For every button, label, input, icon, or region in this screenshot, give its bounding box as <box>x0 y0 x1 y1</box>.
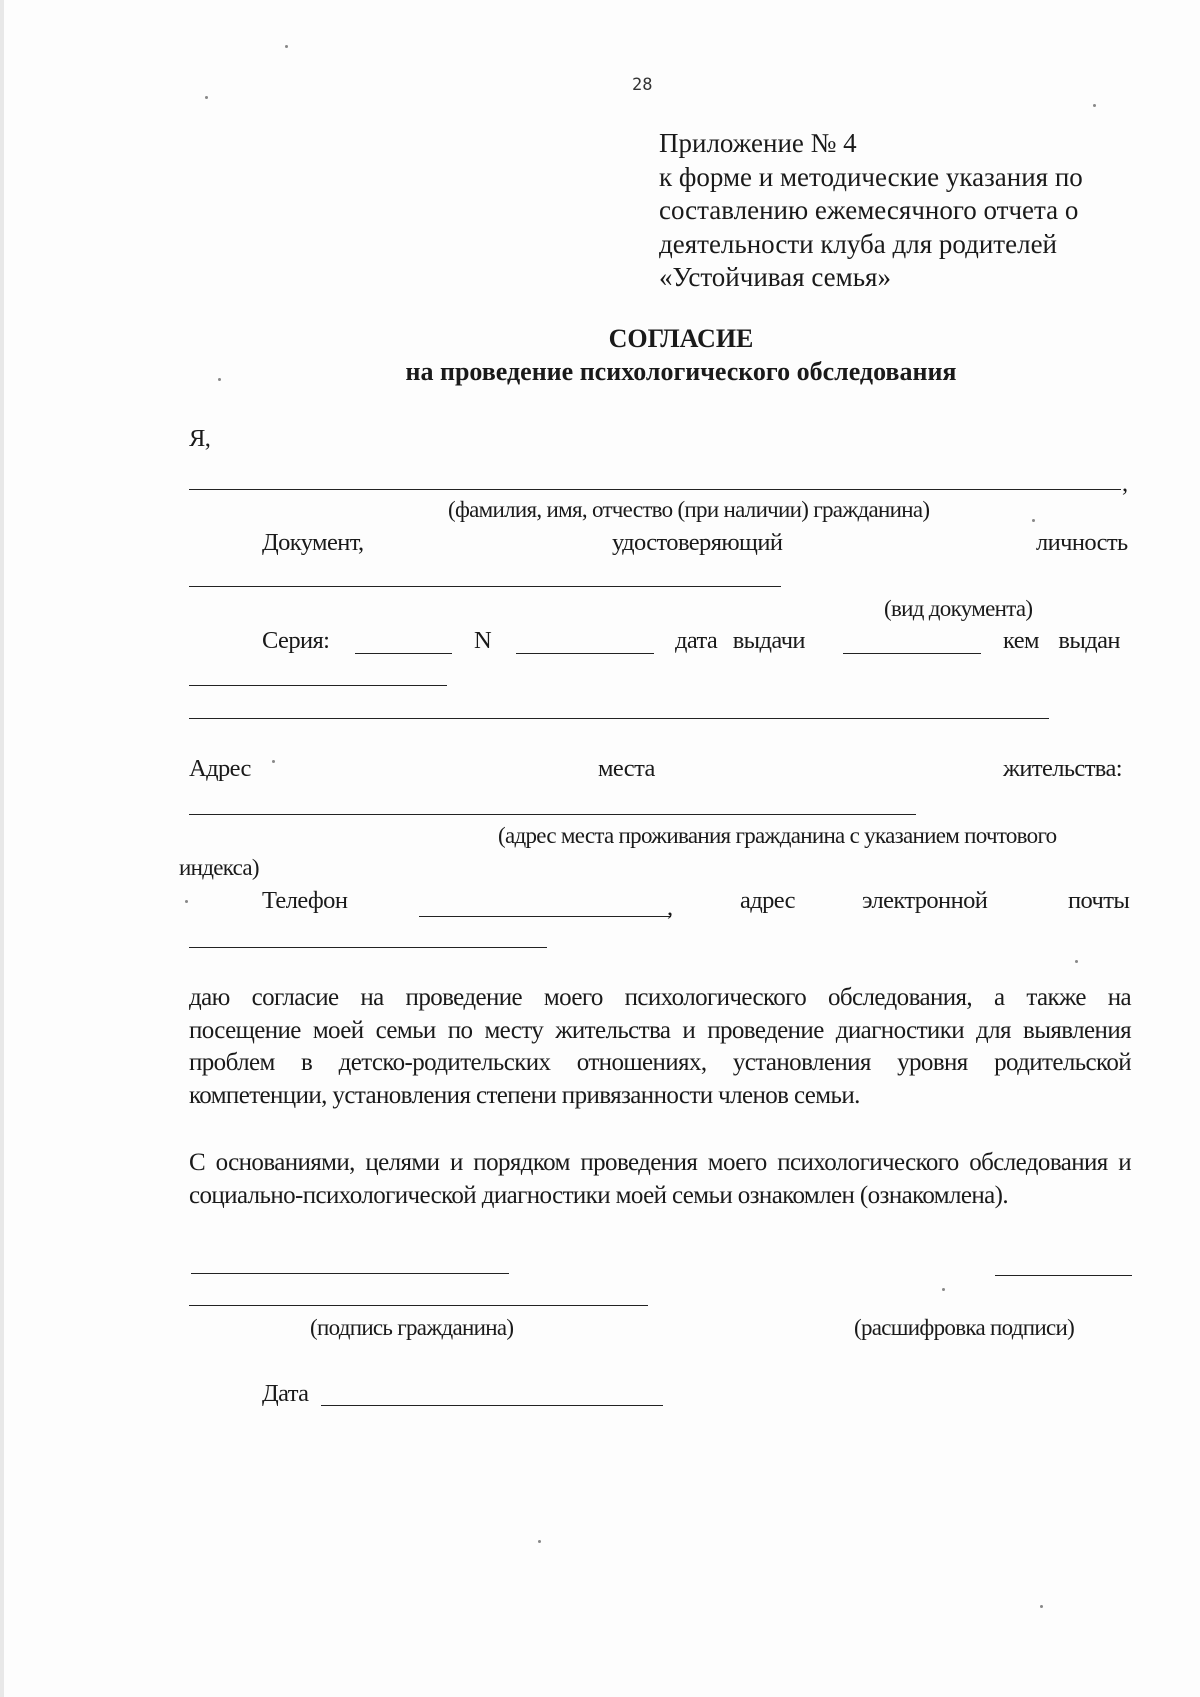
doc-word-1: Документ, <box>262 529 364 556</box>
issue-date-label: дата выдачи <box>675 627 805 654</box>
date-label: Дата <box>262 1380 309 1407</box>
issued-by-field-line-2[interactable] <box>189 718 1049 719</box>
fio-hint: (фамилия, имя, отчество (при наличии) гражданина) <box>448 497 930 522</box>
address-field-line[interactable] <box>189 814 916 815</box>
phone-field-line[interactable] <box>419 916 671 917</box>
email-word-3: почты <box>1068 887 1130 914</box>
scan-speck <box>285 45 288 48</box>
acknowledgement-paragraph <box>189 1147 1131 1212</box>
scan-speck <box>185 900 188 903</box>
issued-by-field-line-1[interactable] <box>189 685 447 686</box>
transcript-field-line-1[interactable] <box>995 1275 1132 1276</box>
email-word-2: электронной <box>862 887 988 914</box>
email-field-line[interactable] <box>189 947 547 948</box>
consent-line: проблем в детско-родительских отношениях, установления уровня родительской <box>189 1049 1131 1076</box>
consent-line: посещение моей семьи по месту жительства и проведение диагностики для выявления <box>189 1016 1131 1044</box>
consent-line: компетенции, установления степени привязанности членов семьи. <box>189 1081 860 1109</box>
ya-label: Я, <box>189 425 211 452</box>
doc-word-2: удостоверяющий <box>612 529 783 556</box>
series-label: Серия: <box>262 627 330 654</box>
scan-speck <box>942 1288 945 1291</box>
number-label: N <box>474 627 492 654</box>
document-title: СОГЛАСИЕ <box>608 324 754 353</box>
issued-by-label: кем выдан <box>1003 627 1120 654</box>
fio-comma: , <box>1122 470 1128 497</box>
appendix-line: к форме и методические указания по <box>659 161 1083 192</box>
appendix-line: Приложение № 4 <box>659 128 857 158</box>
doc-type-hint: (вид документа) <box>884 596 1033 621</box>
consent-line: даю согласие на проведение моего психологического обследования, а также на <box>189 984 1131 1011</box>
scan-speck <box>218 378 221 381</box>
address-word-2: места <box>598 755 655 782</box>
page-number: 28 <box>632 75 653 95</box>
phone-comma: , <box>667 894 673 921</box>
acknowledgement-line: С основаниями, целями и порядком проведения моего психологического обследования и <box>189 1149 1131 1176</box>
acknowledgement-line: социально-психологической диагностики моей семьи ознакомлен (ознакомлена). <box>189 1181 1009 1209</box>
signature-hint: (подпись гражданина) <box>310 1315 514 1340</box>
issue-date-field-line[interactable] <box>843 653 981 654</box>
address-hint-line-2: индекса) <box>179 855 259 880</box>
appendix-line: «Устойчивая семья» <box>659 262 891 292</box>
scan-speck <box>538 1540 541 1543</box>
transcript-hint: (расшифровка подписи) <box>854 1315 1075 1340</box>
signature-field-line[interactable] <box>191 1273 509 1274</box>
scan-speck <box>1040 1605 1043 1608</box>
address-hint-line-1: (адрес места проживания гражданина с указанием почтового <box>498 823 1057 848</box>
scan-speck <box>272 760 275 763</box>
address-word-1: Адрес <box>189 755 251 782</box>
date-field-line[interactable] <box>321 1405 663 1406</box>
transcript-field-line-2[interactable] <box>189 1305 648 1306</box>
scan-speck <box>205 96 208 99</box>
scan-speck <box>1075 960 1078 963</box>
appendix-header <box>659 127 1129 295</box>
fio-field-line[interactable] <box>189 489 1121 490</box>
doc-type-field-line[interactable] <box>189 586 781 587</box>
doc-word-3: личность <box>1036 529 1128 556</box>
consent-paragraph <box>189 982 1131 1112</box>
scan-speck <box>1093 104 1096 107</box>
appendix-line: деятельности клуба для родителей <box>659 228 1057 259</box>
number-field-line[interactable] <box>516 653 654 654</box>
phone-label: Телефон <box>262 887 348 914</box>
series-field-line[interactable] <box>355 653 452 654</box>
appendix-line: составлению ежемесячного отчета о <box>659 195 1079 225</box>
document-subtitle: на проведение психологического обследования <box>405 357 957 386</box>
address-word-3: жительства: <box>1003 755 1122 782</box>
scan-speck <box>1032 519 1035 522</box>
email-word-1: адрес <box>740 887 795 914</box>
